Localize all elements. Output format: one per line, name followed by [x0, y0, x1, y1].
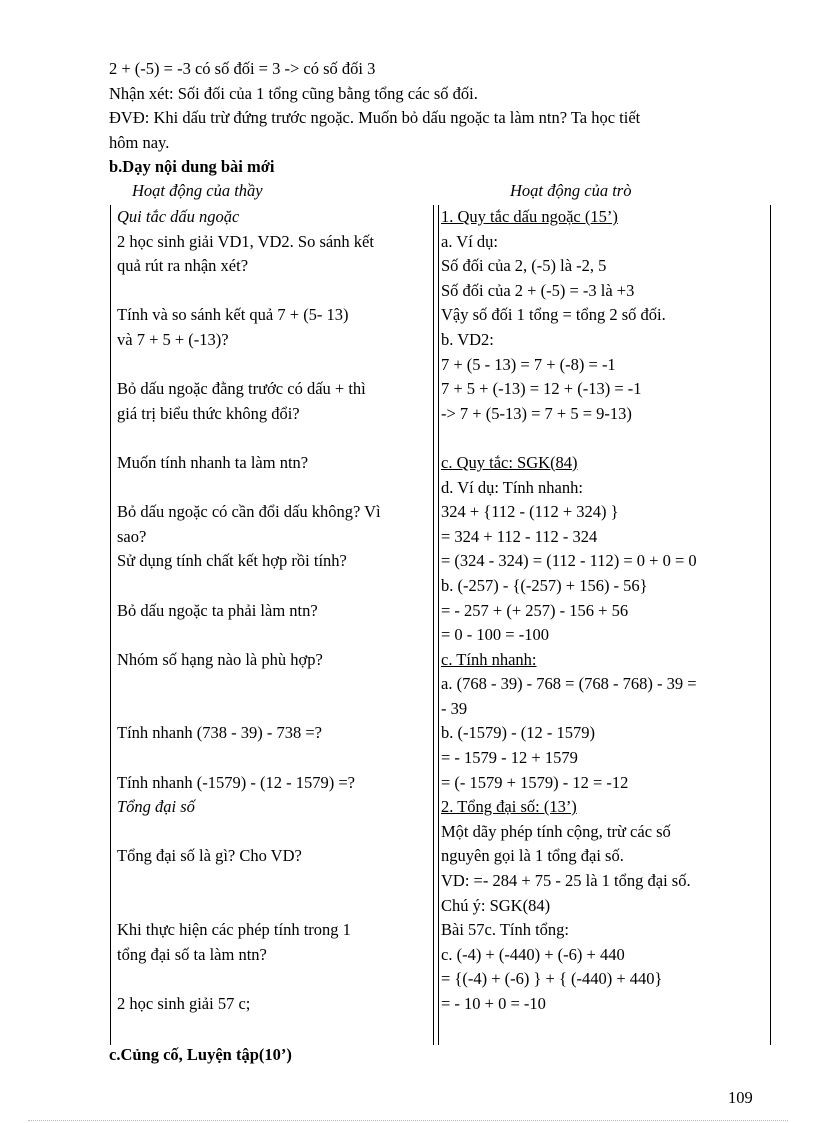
section-heading-b: b.Dạy nội dung bài mới	[109, 157, 275, 176]
table-border-right	[770, 205, 771, 1045]
table-cell-line: Sử dụng tính chất kết hợp rồi tính?	[117, 551, 347, 571]
table-cell-line: Bài 57c. Tính tổng:	[441, 920, 570, 940]
table-cell-line: Số đối của 2 + (-5) = -3 là +3	[441, 280, 635, 300]
teacher-activity-column	[117, 205, 429, 1017]
footer-rule	[28, 1120, 788, 1121]
table-cell-line: 324 + {112 - (112 + 324) }	[441, 502, 619, 522]
table-cell-line: 7 + (5 - 13) = 7 + (-8) = -1	[441, 354, 616, 374]
table-cell-line: c. (-4) + (-440) + (-6) + 440	[441, 944, 625, 964]
blank-line	[117, 894, 429, 919]
student-activity-column	[441, 205, 767, 1017]
table-cell-line: = 324 + 112 - 112 - 324	[441, 526, 598, 546]
header-student: Hoạt động của trò	[510, 181, 632, 200]
table-divider	[433, 205, 434, 1045]
intro-line: Nhận xét: Sối đối của 1 tổng cũng bằng tổng các số đối.	[109, 83, 478, 103]
intro-block	[109, 57, 749, 180]
table-cell-line	[441, 205, 767, 230]
table-cell-line: Chú ý: SGK(84)	[441, 895, 551, 915]
table-cell-line: Một dãy phép tính cộng, trừ các số	[441, 821, 671, 841]
table-cell-line: giá trị biểu thức không đổi?	[117, 403, 300, 423]
table-cell-line: Khi thực hiện các phép tính trong 1	[117, 920, 351, 940]
intro-line: ĐVĐ: Khi dấu trừ đứng trước ngoặc. Muốn bỏ dấu ngoặc ta làm ntn? Ta học tiết	[109, 108, 641, 127]
underlined-heading: c. Tính nhanh:	[441, 649, 537, 669]
section-heading-c: c.Củng cố, Luyện tập(10’)	[109, 1045, 292, 1064]
blank-line	[117, 672, 429, 697]
table-cell-line: VD: =- 284 + 75 - 25 là 1 tổng đại số.	[441, 871, 691, 891]
underlined-heading: c. Quy tắc: SGK(84)	[441, 452, 578, 472]
blank-line	[117, 623, 429, 648]
blank-line	[117, 574, 429, 599]
table-cell-line: b. VD2:	[441, 329, 494, 349]
table-column-headers	[0, 181, 816, 205]
table-cell-line: Nhóm số hạng nào là phù hợp?	[117, 649, 323, 669]
table-cell-line: Bỏ dấu ngoặc đằng trước có dấu + thì	[117, 379, 366, 399]
table-cell-line: a. Ví dụ:	[441, 231, 498, 251]
table-cell-line: = - 257 + (+ 257) - 156 + 56	[441, 600, 629, 620]
table-cell-line: Số đối của 2, (-5) là -2, 5	[441, 256, 607, 276]
table-cell-line: Bỏ dấu ngoặc có cần đổi dấu không? Vì	[117, 502, 381, 522]
blank-line	[117, 476, 429, 501]
table-cell-line: Vậy số đối 1 tổng = tổng 2 số đối.	[441, 305, 666, 325]
activity-table	[110, 205, 770, 1045]
blank-line	[117, 426, 429, 451]
table-cell-line: Muốn tính nhanh ta làm ntn?	[117, 452, 309, 472]
table-cell-line: Tổng đại số	[117, 797, 195, 817]
header-teacher: Hoạt động của thầy	[132, 181, 263, 200]
blank-line	[117, 353, 429, 378]
table-cell-line: 2 học sinh giải VD1, VD2. So sánh kết	[117, 231, 374, 251]
table-cell-line: = - 10 + 0 = -10	[441, 994, 546, 1013]
table-cell-line: = 0 - 100 = -100	[441, 625, 549, 645]
table-cell-line: - 39	[441, 698, 468, 718]
blank-line	[117, 820, 429, 845]
blank-line	[117, 697, 429, 722]
table-cell-line: = {(-4) + (-6) } + { (-440) + 440}	[441, 969, 663, 989]
blank-line	[117, 869, 429, 894]
table-cell-line: b. (-1579) - (12 - 1579)	[441, 723, 595, 743]
table-cell-line: 7 + 5 + (-13) = 12 + (-13) = -1	[441, 379, 642, 399]
table-cell-line: -> 7 + (5-13) = 7 + 5 = 9-13)	[441, 403, 632, 423]
table-cell-line: b. (-257) - {(-257) + 156) - 56}	[441, 575, 648, 595]
table-cell-line: = - 1579 - 12 + 1579	[441, 748, 578, 768]
table-cell-line: Bỏ dấu ngoặc ta phải làm ntn?	[117, 600, 318, 620]
table-cell-line: d. Ví dụ: Tính nhanh:	[441, 477, 583, 497]
table-cell-line: a. (768 - 39) - 768 = (768 - 768) - 39 =	[441, 674, 697, 694]
table-cell-line: Qui tắc dấu ngoặc	[117, 207, 240, 226]
table-cell-line: và 7 + 5 + (-13)?	[117, 329, 229, 349]
blank-line	[117, 746, 429, 771]
underlined-heading: 1. Quy tắc dấu ngoặc (15’)	[441, 207, 618, 226]
table-cell-line: Tổng đại số là gì? Cho VD?	[117, 846, 302, 866]
table-border-left	[110, 205, 111, 1045]
table-cell-line: Tính nhanh (-1579) - (12 - 1579) =?	[117, 772, 355, 792]
table-cell-line: = (324 - 324) = (112 - 112) = 0 + 0 = 0	[441, 551, 697, 571]
table-cell-line	[441, 451, 767, 476]
blank-line	[441, 426, 767, 451]
intro-line: 2 + (-5) = -3 có số đối = 3 -> có số đối 3	[109, 59, 376, 78]
table-divider	[438, 205, 439, 1045]
table-cell-line: nguyên gọi là 1 tổng đại số.	[441, 846, 624, 866]
table-cell-line: = (- 1579 + 1579) - 12 = -12	[441, 772, 629, 792]
blank-line	[117, 967, 429, 992]
table-cell-line: tổng đại số ta làm ntn?	[117, 944, 267, 964]
intro-line: hôm nay.	[109, 132, 170, 152]
underlined-heading: 2. Tổng đại số: (13’)	[441, 797, 577, 817]
page-number: 109	[728, 1088, 753, 1107]
table-cell-line: quả rút ra nhận xét?	[117, 256, 249, 276]
table-cell-line: sao?	[117, 526, 147, 546]
table-cell-line	[441, 648, 767, 673]
blank-line	[117, 279, 429, 304]
table-cell-line: 2 học sinh giải 57 c;	[117, 994, 251, 1013]
table-cell-line	[441, 795, 767, 820]
table-cell-line: Tính nhanh (738 - 39) - 738 =?	[117, 723, 322, 743]
table-cell-line: Tính và so sánh kết quả 7 + (5- 13)	[117, 305, 349, 325]
